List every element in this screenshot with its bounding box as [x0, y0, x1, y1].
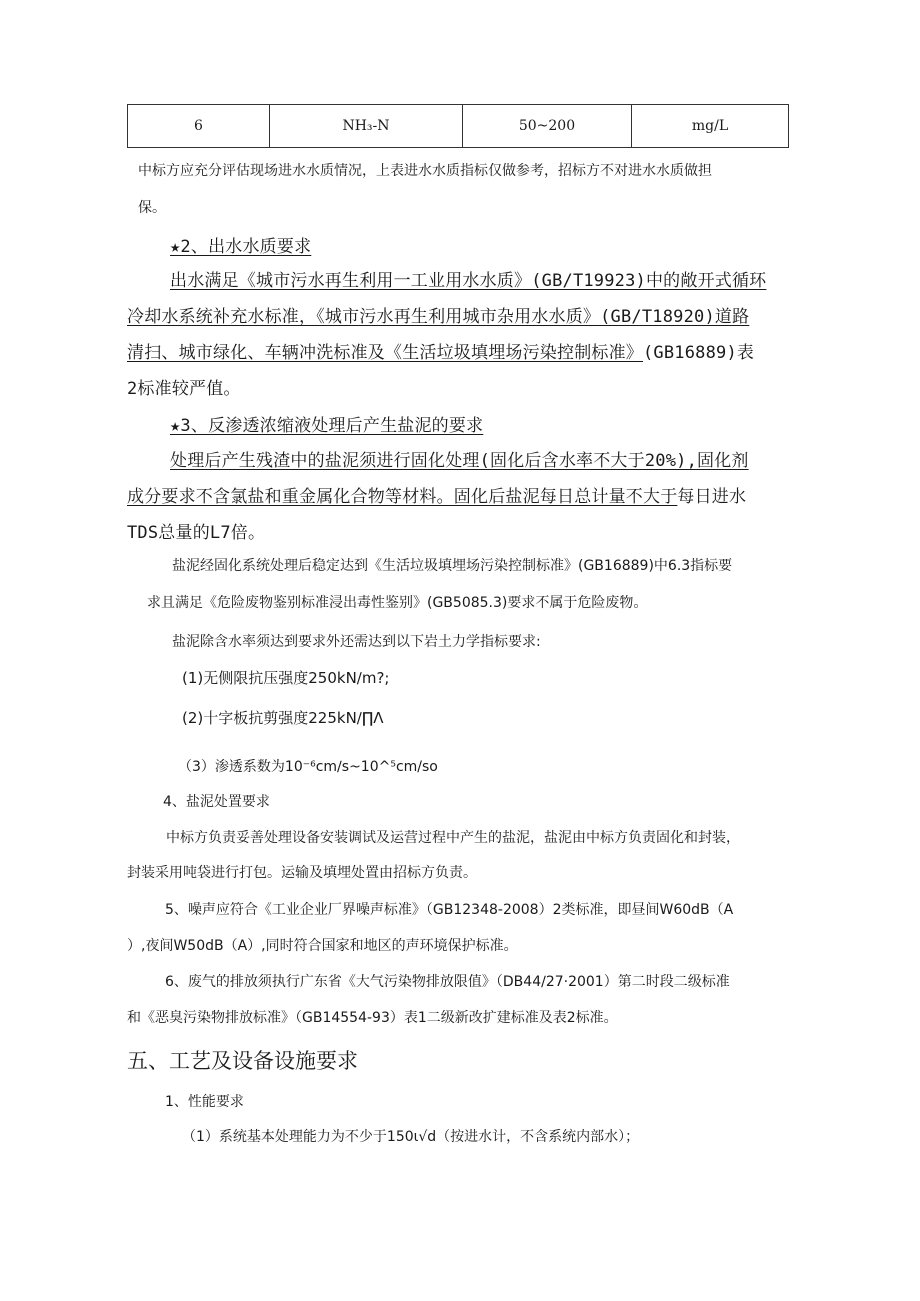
section-2-line-3-underlined: 清扫、城市绿化、车辆冲洗标准及《生活垃圾填埋场污染控制标准》 [127, 343, 643, 363]
table-cell-parameter: NH₃-N [270, 105, 463, 148]
section-5-line-1: 5、噪声应符合《工业企业厂界噪声标准》（GB12348-2008）2类标准，即昼间W60dB（A [165, 902, 734, 918]
section-2-line-1: 出水满足《城市污水再生利用一工业用水水质》(GB/T19923)中的敞开式循环 [170, 271, 767, 291]
section-3-line-2-underlined: 成分要求不含氯盐和重金属化合物等材料。固化后盐泥每日总计量不大于 [127, 487, 678, 507]
salt-para-2: 盐泥除含水率须达到要求外还需达到以下岩土力学指标要求: [172, 634, 541, 650]
section-2-line-3 [127, 338, 754, 363]
section-3-line-2 [127, 482, 746, 507]
section-3-line-1: 处理后产生残渣中的盐泥须进行固化处理(固化后含水率不大于20%),固化剂 [170, 451, 749, 471]
section-6-line-1: 6、废气的排放须执行广东省《大气污染物排放限值》（DB44∕27·2001）第二时段二级标准 [165, 974, 730, 990]
chapter-5-sub-1: 1、性能要求 [165, 1094, 244, 1110]
section-3-line-3: TDS总量的L7倍。 [127, 523, 266, 543]
table-cell-index: 6 [128, 105, 270, 148]
section-3-heading: ★3、反渗透浓缩液处理后产生盐泥的要求 [170, 416, 484, 436]
table-cell-unit: mg/L [632, 105, 789, 148]
salt-item-3: （3）渗透系数为10⁻⁶cm∕s~10^⁵cm/so [178, 759, 438, 775]
salt-para-1-line-1: 盐泥经固化系统处理后稳定达到《生活垃圾填埋场污染控制标准》(GB16889)中6.3指标要 [172, 558, 733, 574]
section-5-line-2: ）,夜间W50dB（A）,同时符合国家和地区的声环境保护标准。 [127, 938, 518, 954]
water-quality-table [127, 104, 789, 148]
note-line-1: 中标方应充分评估现场进水水质情况，上表进水水质指标仅做参考，招标方不对进水水质做担 [138, 163, 712, 179]
section-2-line-2: 冷却水系统补充水标准，《城市污水再生利用城市杂用水水质》(GB/T18920)道路 [127, 307, 750, 327]
table-cell-range: 50~200 [463, 105, 632, 148]
table-row [128, 105, 789, 148]
section-2-line-3-tail: (GB16889)表 [643, 343, 755, 363]
salt-item-2: (2)十字板抗剪强度225kN∕∏Λ [182, 709, 384, 727]
section-2-heading: ★2、出水水质要求 [170, 237, 312, 257]
section-4-line-2: 封装采用吨袋进行打包。运输及填埋处置由招标方负责。 [127, 865, 477, 881]
section-2-line-4: 2标准较严值。 [127, 379, 241, 399]
section-4-line-1: 中标方负责妥善处理设备安装调试及运营过程中产生的盐泥，盐泥由中标方负责固化和封装， [166, 830, 740, 846]
salt-para-1-line-2: 求且满足《危险废物鉴别标准浸出毒性鉴别》(GB5085.3)要求不属于危险废物。 [147, 595, 648, 611]
section-3-line-2-tail: 每日进水 [677, 487, 747, 507]
salt-item-1: (1)无侧限抗压强度250kN∕m?; [182, 669, 390, 687]
chapter-5-title: 五、工艺及设备设施要求 [127, 1049, 358, 1073]
section-6-line-2: 和《恶臭污染物排放标准》（GB14554-93）表1二级新改扩建标准及表2标准。 [127, 1010, 618, 1026]
chapter-5-item-1: （1）系统基本处理能力为不少于150ι√d（按进水计，不含系统内部水）； [182, 1129, 640, 1145]
note-line-2: 保。 [138, 200, 166, 216]
section-4-heading: 4、盐泥处置要求 [163, 794, 270, 810]
